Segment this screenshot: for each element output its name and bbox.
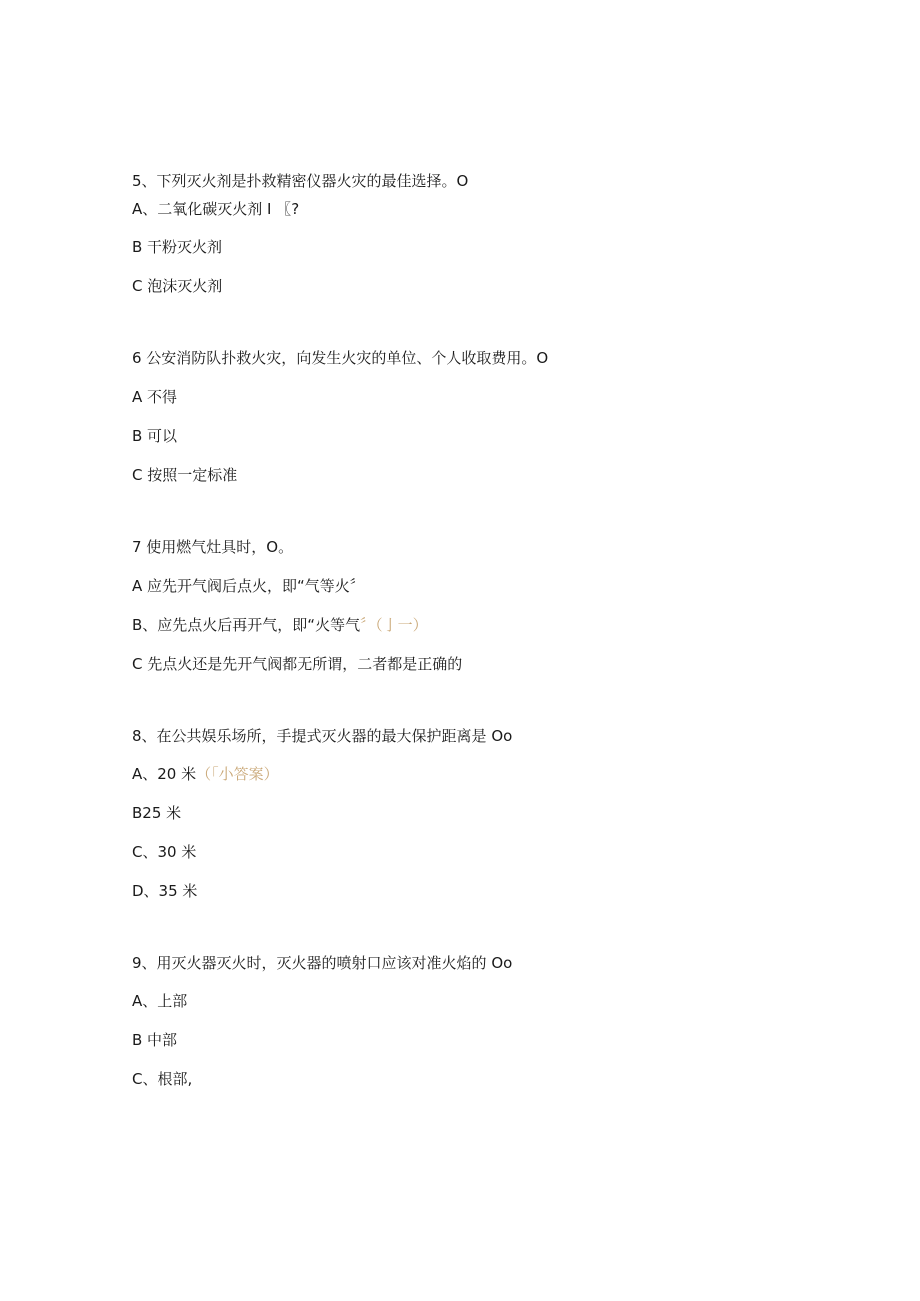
question-8-option-d: D、35 米 [132,882,198,900]
answer-note: 〞（亅一） [360,616,428,634]
question-8-stem: 8、在公共娱乐场所，手提式灭火器的最大保护距离是 Oo [132,727,513,745]
question-7-option-b-text: B、应先点火后再开气，即“火等气 [132,616,361,634]
question-9-stem: 9、用灭火器灭火时，灭火器的喷射口应该对准火焰的 Oo [132,954,513,972]
question-9-option-c: C、根部, [132,1070,193,1088]
question-9-option-b: B 中部 [132,1031,178,1049]
question-6-option-a: A 不得 [132,388,178,406]
question-9-option-a: A、上部 [132,992,188,1010]
question-8-option-c: C、30 米 [132,843,197,861]
question-6-option-c: C 按照一定标准 [132,466,238,484]
question-7-stem: 7 使用燃气灶具时，O。 [132,538,294,556]
question-6-option-b: B 可以 [132,427,178,445]
question-5-option-b: B 干粉灭火剂 [132,238,223,256]
question-8-option-a-text: A、20 米 [132,765,197,783]
question-8-option-a [132,764,279,784]
question-7-option-c: C 先点火还是先开气阀都无所谓，二者都是正确的 [132,655,463,673]
question-6-stem: 6 公安消防队扑救火灾，向发生火灾的单位、个人收取费用。O [132,349,549,367]
question-5-option-a: A、二氧化碳灭火剂 I 〖? [132,200,300,218]
question-7-option-a: A 应先开气阀后点火，即“气等火〞 [132,577,365,595]
question-7-option-b [132,615,428,635]
question-5-option-c: C 泡沫灭火剂 [132,277,223,295]
question-5-stem: 5、下列灭火剂是扑救精密仪器火灾的最佳选择。O [132,172,469,190]
answer-note: （「小答案） [196,765,279,783]
question-8-option-b: B25 米 [132,804,182,822]
